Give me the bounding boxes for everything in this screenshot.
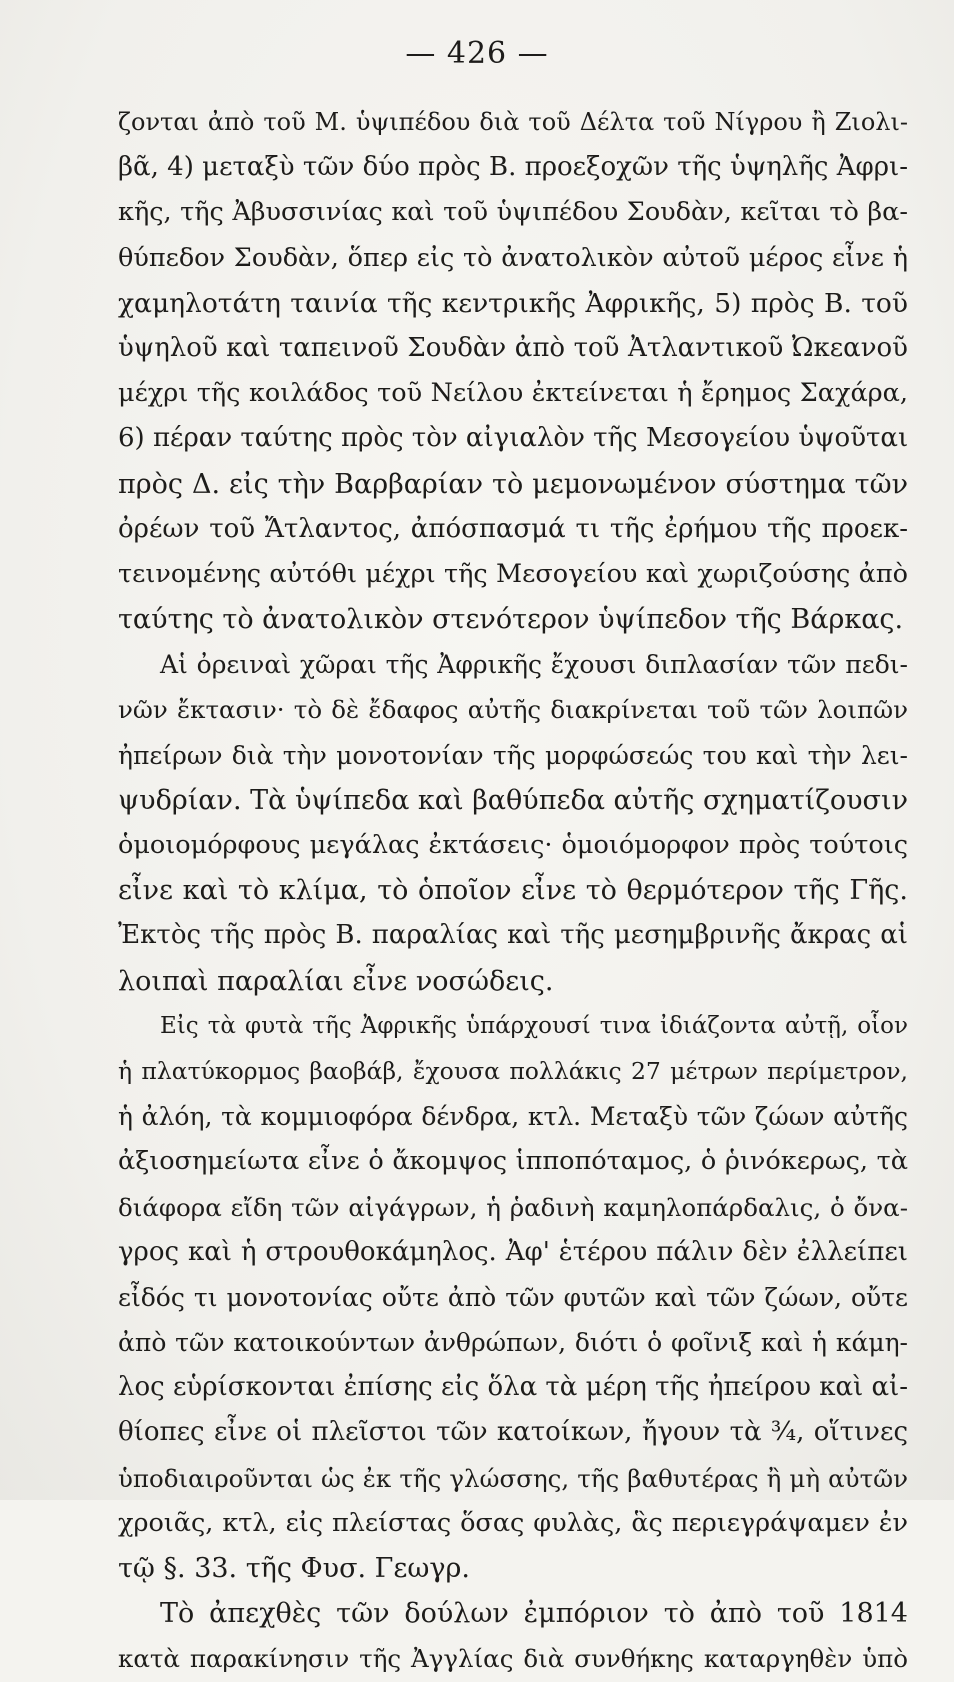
- text-line: διάφορα εἴδη τῶν αἰγάγρων, ἡ ῥαδινὴ καμηλοπάρδαλις, ὁ ὄνα-: [118, 1192, 908, 1222]
- text-line: λος εὑρίσκονται ἐπίσης εἰς ὅλα τὰ μέρη τῆς ἠπείρου καὶ αἰ-: [118, 1372, 908, 1403]
- text-line: ἀξιοσημείωτα εἶνε ὁ ἄκομψος ἱπποπόταμος, ὁ ῥινόκερως, τὰ: [118, 1146, 908, 1177]
- text-line: ἡ ἀλόη, τὰ κομμιοφόρα δένδρα, κτλ. Μεταξὺ τῶν ζώων αὐτῆς: [118, 1102, 908, 1132]
- paragraph: [118, 1004, 908, 1591]
- text-line: χροιᾶς, κτλ, εἰς πλείστας ὅσας φυλὰς, ἃς περιεγράψαμεν ἐν: [118, 1507, 908, 1538]
- text-line: 6) πέραν ταύτης πρὸς τὸν αἰγιαλὸν τῆς Μεσογείου ὑψοῦται: [118, 423, 908, 454]
- text-line: κατὰ παρακίνησιν τῆς Ἀγγλίας διὰ συνθήκης καταργηθὲν ὑπὸ: [118, 1644, 908, 1674]
- paragraph: [118, 100, 908, 642]
- text-line: βᾶ, 4) μεταξὺ τῶν δύο πρὸς Β. προεξοχῶν τῆς ὑψηλῆς Ἀφρι-: [118, 152, 908, 183]
- text-line: εἶδός τι μονοτονίας οὔτε ἀπὸ τῶν φυτῶν καὶ τῶν ζώων, οὔτε: [118, 1282, 908, 1312]
- text-line: ἠπείρων διὰ τὴν μονοτονίαν τῆς μορφώσεώς του καὶ τὴν λει-: [118, 740, 908, 770]
- text-line: τεινομένης αὐτόθι μέχρι τῆς Μεσογείου καὶ χωριζούσης ἀπὸ: [118, 558, 908, 589]
- text-line: ψυδρίαν. Τὰ ὑψίπεδα καὶ βαθύπεδα αὐτῆς σχηματίζουσιν: [118, 784, 908, 816]
- text-line: ὀρέων τοῦ Ἄτλαντος, ἀπόσπασμά τι τῆς ἐρήμου τῆς προεκ-: [118, 513, 908, 544]
- text-line: γρος καὶ ἡ στρουθοκάμηλος. Ἀφ' ἑτέρου πάλιν δὲν ἐλλείπει: [118, 1236, 908, 1267]
- text-line: πρὸς Δ. εἰς τὴν Βαρβαρίαν τὸ μεμονωμένον σύστημα τῶν: [118, 468, 908, 500]
- paragraph: [118, 1591, 908, 1681]
- text-line: θίοπες εἶνε οἱ πλεῖστοι τῶν κατοίκων, ἤγουν τὰ ¾, οἵτινες: [118, 1417, 908, 1448]
- text-line: ὁμοιομόρφους μεγάλας ἐκτάσεις· ὁμοιόμορφον πρὸς τούτοις: [118, 830, 908, 860]
- text-line: Αἱ ὀρειναὶ χῶραι τῆς Ἀφρικῆς ἔχουσι διπλασίαν τῶν πεδι-: [160, 650, 908, 680]
- text-line: θύπεδον Σουδὰν, ὅπερ εἰς τὸ ἀνατολικὸν αὐτοῦ μέρος εἶνε ἡ: [118, 242, 908, 273]
- text-line: Ἐκτὸς τῆς πρὸς Β. παραλίας καὶ τῆς μεσημβρινῆς ἄκρας αἱ: [118, 920, 908, 951]
- text-line: ζονται ἀπὸ τοῦ Μ. ὑψιπέδου διὰ τοῦ Δέλτα τοῦ Νίγρου ἢ Ζιολι-: [118, 108, 908, 136]
- text-line: λοιπαὶ παραλίαι εἶνε νοσώδεις.: [118, 965, 554, 997]
- text-line: ὑποδιαιροῦνται ὡς ἐκ τῆς γλώσσης, τῆς βαθυτέρας ἢ μὴ αὐτῶν: [118, 1463, 908, 1493]
- text-line: χαμηλοτάτη ταινία τῆς κεντρικῆς Ἀφρικῆς, 5) πρὸς Β. τοῦ: [118, 287, 908, 319]
- page-number: — 426 —: [405, 36, 549, 71]
- text-line: ἡ πλατύκορμος βαοβάβ, ἔχουσα πολλάκις 27 μέτρων περίμετρον,: [118, 1056, 908, 1085]
- text-line: νῶν ἔκτασιν· τὸ δὲ ἔδαφος αὐτῆς διακρίνεται τοῦ τῶν λοιπῶν: [118, 695, 908, 725]
- text-line: Εἰς τὰ φυτὰ τῆς Ἀφρικῆς ὑπάρχουσί τινα ἰδιάζοντα αὐτῇ, οἷον: [160, 1012, 908, 1039]
- text-line: ταύτης τὸ ἀνατολικὸν στενότερον ὑψίπεδον τῆς Βάρκας.: [118, 604, 904, 636]
- text-line: μέχρι τῆς κοιλάδος τοῦ Νείλου ἐκτείνεται ἡ ἔρημος Σαχάρα,: [118, 378, 908, 409]
- text-line: Τὸ ἀπεχθὲς τῶν δούλων ἐμπόριον τὸ ἀπὸ τοῦ 1814: [160, 1598, 908, 1630]
- text-line: εἶνε καὶ τὸ κλίμα, τὸ ὁποῖον εἶνε τὸ θερμότερον τῆς Γῆς.: [118, 875, 908, 907]
- text-line: ὑψηλοῦ καὶ ταπεινοῦ Σουδὰν ἀπὸ τοῦ Ἀτλαντικοῦ Ὠκεανοῦ: [118, 332, 908, 363]
- body-text: [118, 100, 908, 1682]
- text-line: ἀπὸ τῶν κατοικούντων ἀνθρώπων, διότι ὁ φοῖνιξ καὶ ἡ κάμη-: [118, 1328, 908, 1358]
- text-line: τῷ §. 33. τῆς Φυσ. Γεωγρ.: [118, 1553, 471, 1584]
- paragraph: [118, 642, 908, 1004]
- text-line: κῆς, τῆς Ἀβυσσινίας καὶ τοῦ ὑψιπέδου Σουδὰν, κεῖται τὸ βα-: [118, 197, 908, 228]
